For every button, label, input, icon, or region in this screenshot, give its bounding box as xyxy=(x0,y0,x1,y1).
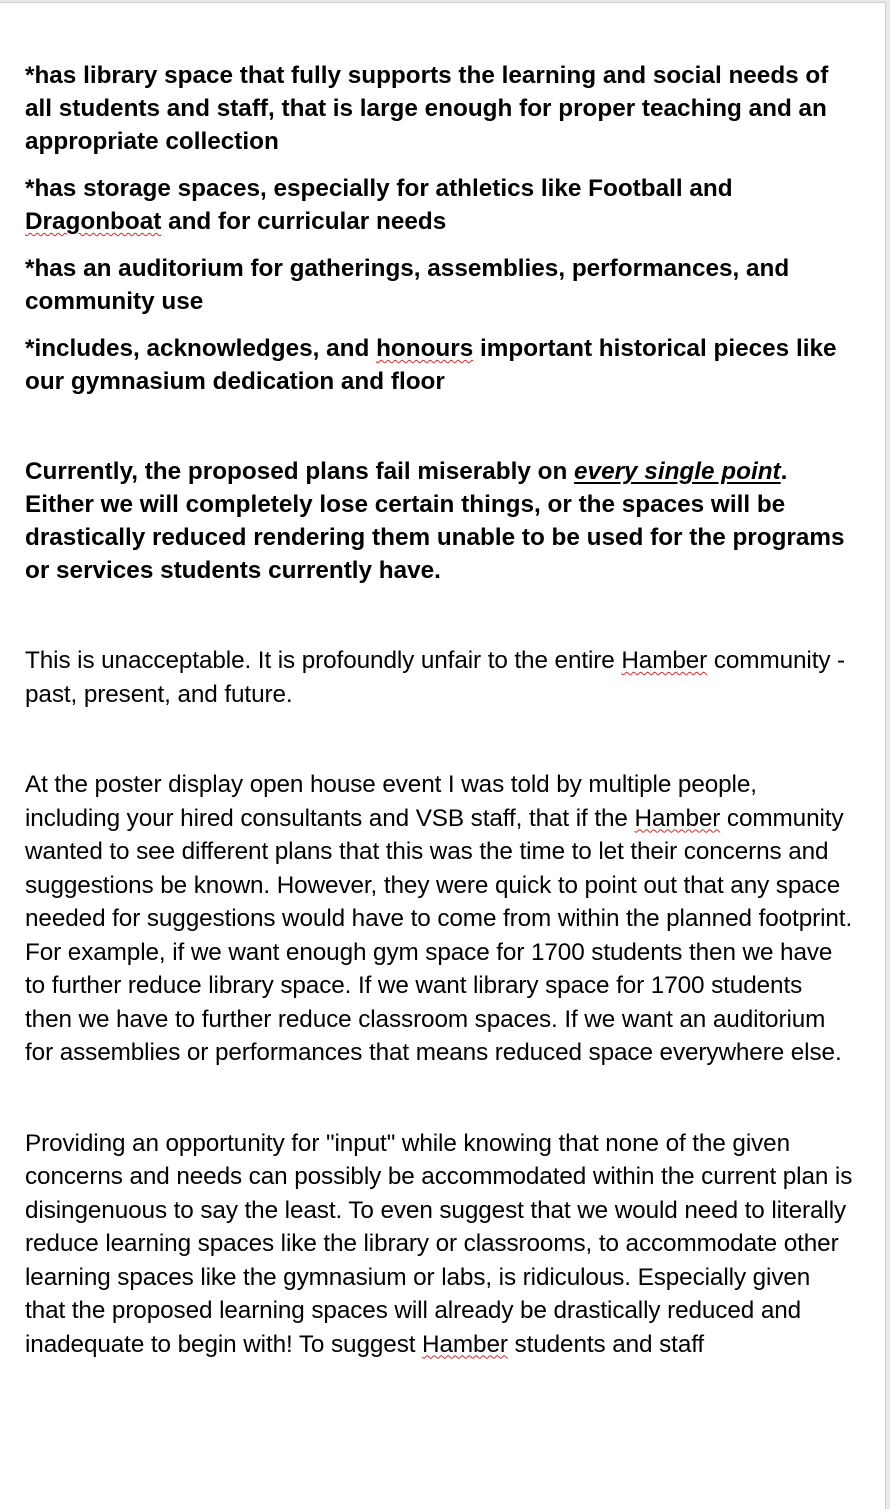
bullet-heritage xyxy=(25,332,855,398)
document-page xyxy=(0,2,886,1509)
bullet-storage xyxy=(25,172,855,238)
bullet-storage-text-end: and for curricular needs xyxy=(161,208,447,235)
bullet-library xyxy=(25,59,855,158)
statement-text-end: . Either we will completely lose certain things, or the spaces will be drastically reduced rendering them unable to be used for the programs or services students currently have. xyxy=(25,458,845,584)
paragraph-unacceptable-start: This is unacceptable. It is profoundly unfair to the entire xyxy=(25,647,622,674)
paragraph-input-start: Providing an opportunity for "input" while knowing that none of the given concerns and needs can possibly be accommodated within the current plan is disingenuous to say the least. To even suggest that we would need to literally reduce learning spaces like the library or classrooms, to accommodate other learning spaces like the gymnasium or labs, is ridiculous. Especially given that the proposed learning spaces will already be drastically reduced and inadequate to begin with! To suggest xyxy=(25,1129,853,1358)
misspelled-word-dragonboat[interactable]: Dragonboat xyxy=(25,208,162,235)
misspelled-word-honours[interactable]: honours xyxy=(376,335,474,362)
bullet-heritage-text-start: *includes, acknowledges, and xyxy=(25,335,377,362)
paragraph-open-house-start: At the poster display open house event I was told by multiple people, including your hired consultants and VSB staff, that if the xyxy=(25,771,757,832)
paragraph-open-house xyxy=(25,768,855,1070)
paragraph-input-end: students and staff xyxy=(507,1330,705,1358)
bullet-auditorium xyxy=(25,252,855,318)
misspelled-word-hamber[interactable]: Hamber xyxy=(621,647,708,674)
document-body xyxy=(25,59,855,1361)
statement-text-start: Currently, the proposed plans fail miserably on xyxy=(25,458,575,485)
statement-paragraph xyxy=(25,455,855,587)
paragraph-unacceptable-end: community - past, present, and future. xyxy=(25,647,846,708)
statement-emphasis: every single point xyxy=(574,458,781,485)
misspelled-word-hamber[interactable]: Hamber xyxy=(422,1330,508,1358)
bullet-heritage-text-end: important historical pieces like our gymnasium dedication and floor xyxy=(25,335,837,395)
bullet-auditorium-text: *has an auditorium for gatherings, assemblies, performances, and community use xyxy=(25,255,790,315)
bullet-storage-text-start: *has storage spaces, especially for athletics like Football and xyxy=(25,175,733,202)
paragraph-input xyxy=(25,1127,855,1362)
paragraph-unacceptable xyxy=(25,644,855,711)
bullet-library-text: *has library space that fully supports the learning and social needs of all students and staff, that is large enough for proper teaching and an appropriate collection xyxy=(25,62,829,155)
paragraph-open-house-end: community wanted to see different plans that this was the time to let their concerns and suggestions be known. However, they were quick to point out that any space needed for suggestions would have to come from within the planned footprint. For example, if we want enough gym space for 1700 students then we have to further reduce library space. If we want library space for 1700 students then we have to further reduce classroom spaces. If we want an auditorium for assemblies or performances that means reduced space everywhere else. xyxy=(25,804,853,1066)
misspelled-word-hamber[interactable]: Hamber xyxy=(634,804,721,832)
